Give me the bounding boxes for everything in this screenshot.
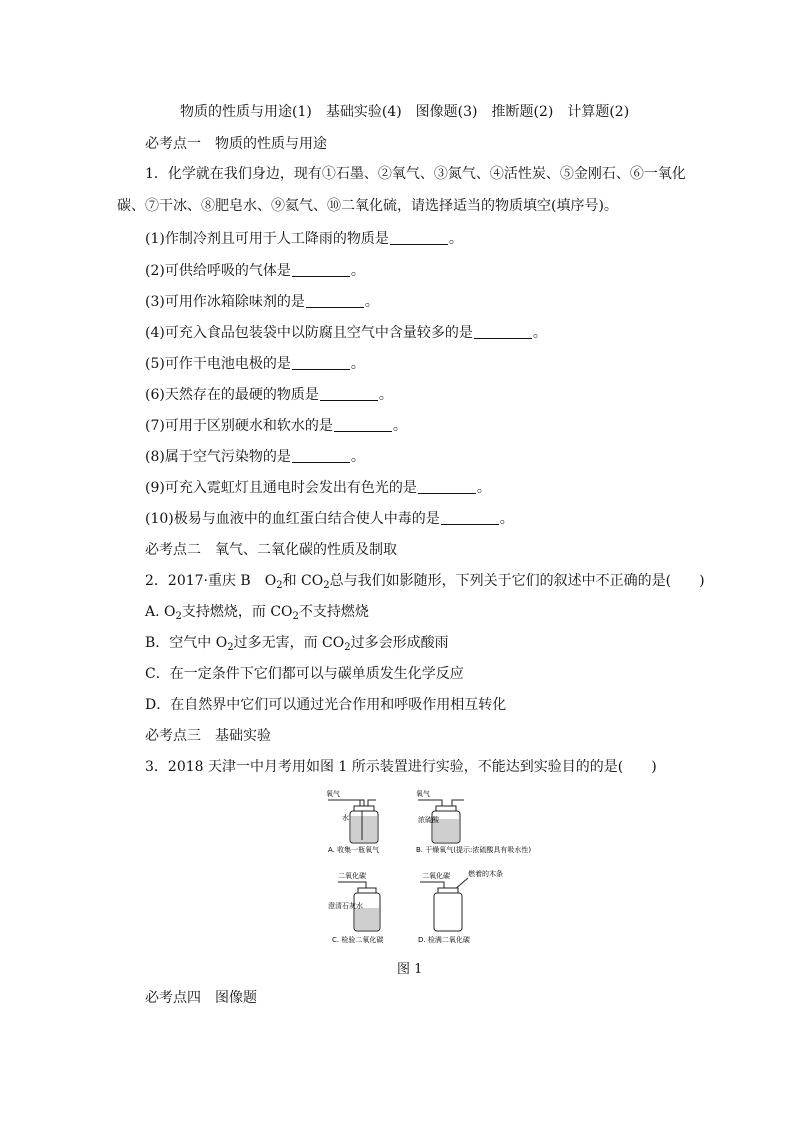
apparatus-d: [418, 869, 503, 944]
answer-blank[interactable]: [292, 448, 350, 463]
question-2-stem: 2．2017·重庆 B $O_2$和 $CO_2$总与我们如影随形，下列关于它们的叙述中不正确的是( ): [145, 573, 705, 591]
figure-1-caption: 图 1: [397, 962, 423, 977]
question-1-stem-line-2: 碳、⑦干冰、⑧肥皂水、⑨氦气、⑩二氧化硫，请选择适当的物质填空(填序号)。: [117, 198, 618, 214]
answer-blank[interactable]: [474, 324, 532, 339]
question-1-item-5: (5)可作干电池电极的是 。: [145, 356, 365, 372]
apparatus-b-caption: B. 干燥氧气(提示:浓硫酸具有吸水性): [416, 846, 532, 854]
apparatus-d-caption: D. 检满二氧化碳: [418, 936, 470, 944]
answer-blank[interactable]: [292, 355, 350, 370]
answer-blank[interactable]: [390, 230, 448, 245]
question-2-option-a: A. $O_2$支持燃烧，而 $CO_2$不支持燃烧: [145, 604, 369, 622]
question-1-item-3: (3)可用作冰箱除味剂的是 。: [145, 294, 379, 310]
section-heading-4: 必考点四 图像题: [145, 990, 257, 1006]
question-2-option-d: D．在自然界中它们可以通过光合作用和呼吸作用相互转化: [145, 697, 507, 713]
question-2-option-b: B．空气中 $O_2$过多无害，而 $CO_2$过多会形成酸雨: [145, 635, 449, 653]
apparatus-d-stick-label: 燃着的木条: [468, 870, 503, 878]
apparatus-c-gas-label: 二氧化碳: [338, 872, 366, 880]
section-heading-1: 必考点一 物质的性质与用途: [145, 136, 327, 152]
answer-blank[interactable]: [292, 262, 350, 277]
question-1-item-9: (9)可充入霓虹灯且通电时会发出有色光的是 。: [145, 480, 491, 496]
answer-blank[interactable]: [334, 417, 392, 432]
answer-blank[interactable]: [441, 510, 499, 525]
apparatus-c-caption: C. 检验二氧化碳: [332, 936, 384, 944]
apparatus-a-liquid-label: 水: [342, 814, 349, 822]
page-title: 物质的性质与用途(1) 基础实验(4) 图像题(3) 推断题(2) 计算题(2): [180, 104, 630, 120]
question-2-option-c: C．在一定条件下它们都可以与碳单质发生化学反应: [145, 666, 464, 682]
apparatus-c: [328, 871, 383, 944]
question-1-item-7: (7)可用于区别硬水和软水的是 。: [145, 418, 407, 434]
question-1-item-8: (8)属于空气污染物的是 。: [145, 449, 365, 465]
question-1-item-2: (2)可供给呼吸的气体是 。: [145, 263, 365, 279]
apparatus-b-liquid-label: 浓硫酸: [418, 816, 439, 824]
question-1-item-4: (4)可充入食品包装袋中以防腐且空气中含量较多的是 。: [145, 325, 547, 341]
apparatus-a-gas-label: 氧气: [326, 790, 340, 798]
section-heading-3: 必考点三 基础实验: [145, 728, 271, 744]
answer-blank[interactable]: [418, 479, 476, 494]
section-heading-2: 必考点二 氧气、二氧化碳的性质及制取: [145, 542, 397, 558]
question-1-item-1: (1)作制冷剂且可用于人工降雨的物质是 。: [145, 231, 463, 247]
question-1-item-10: (10)极易与血液中的血红蛋白结合使人中毒的是 。: [145, 511, 514, 527]
answer-blank[interactable]: [320, 386, 378, 401]
question-1-stem-line-1: 1．化学就在我们身边，现有①石墨、②氧气、③氮气、④活性炭、⑤金刚石、⑥一氧化: [145, 166, 686, 182]
figure-1-apparatus: [320, 786, 532, 946]
apparatus-a-caption: A. 收集一瓶氧气: [328, 846, 380, 854]
question-3-stem: 3．2018 天津一中月考用如图 1 所示装置进行实验，不能达到实验目的的是( ): [145, 759, 657, 775]
apparatus-b: [416, 789, 531, 854]
apparatus-d-gas-label: 二氧化碳: [422, 872, 450, 880]
apparatus-c-liquid-label: 澄清石灰水: [328, 902, 363, 910]
question-1-item-6: (6)天然存在的最硬的物质是 。: [145, 387, 393, 403]
apparatus-a: [326, 789, 379, 854]
answer-blank[interactable]: [306, 293, 364, 308]
apparatus-b-gas-label: 氧气: [416, 790, 430, 798]
